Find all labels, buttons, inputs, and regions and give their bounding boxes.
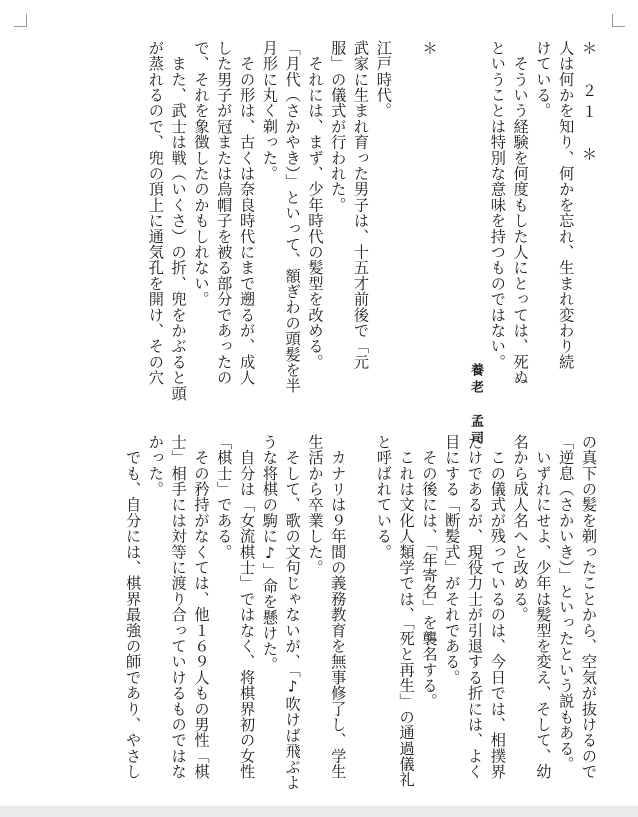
text-line: また、武士は戦（いくさ）の折、兜をかぶると頭 — [169, 40, 188, 402]
text-line: 「棋士」である。 — [215, 434, 234, 560]
blank-line — [349, 434, 372, 794]
text-line: そういう経験を何度もした人にとっては、死ぬ — [511, 40, 530, 386]
margin-corner-mark-left — [14, 14, 27, 27]
text-line: それには、まず、少年時代の髪型を改める。 — [306, 40, 325, 370]
text-line: その矜持がなくては、他１６９人もの男性「棋 — [192, 434, 211, 780]
margin-corner-mark-right — [612, 14, 625, 27]
section-separator-asterisk: ＊ — [420, 40, 439, 62]
text-line: でも、自分には、棋界最強の師であり、やさし — [124, 434, 143, 780]
text-line: が蒸れるので、兜の頂上に通気孔を開け、その穴 — [146, 40, 165, 386]
text-line: うな将棋の駒に♪」命を懸けた。 — [260, 434, 279, 673]
blank-line — [395, 40, 418, 420]
text-line: その形は、古くは奈良時代にまで遡るが、成人 — [238, 40, 257, 386]
text-line: この儀式が残っているのは、今日では、相撲界 — [488, 434, 507, 780]
text-line: 人は何かを知り、何かを忘れ、生まれ変わり続 — [557, 40, 576, 370]
text-line: いずれにせよ、少年は髪型を変え、そして、幼 — [534, 434, 553, 780]
page-bottom-gutter — [0, 806, 638, 817]
lower-text-block — [40, 434, 600, 794]
text-line: で、それを象徴したのかもしれない。 — [192, 40, 211, 307]
text-line: そして、歌の文句じゃないが、「♪吹けば飛ぶよ — [283, 434, 302, 791]
text-line: その後には、「年寄名」を襲名する。 — [420, 434, 439, 709]
text-line: と呼ばれている。 — [374, 434, 393, 560]
text-line: 月形に丸く剃った。 — [260, 40, 279, 182]
text-line: 目にする「断髪式」がそれである。 — [443, 434, 462, 686]
text-line: 自分は「女流棋士」ではなく、将棋界初の女性 — [238, 434, 257, 780]
text-line: 「逆息（さかいき）」といったという説もある。 — [557, 434, 576, 772]
blank-line — [440, 40, 463, 420]
text-line: かった。 — [146, 434, 165, 497]
text-line: 武家に生まれ育った男子は、十五才前後で「元 — [352, 40, 371, 370]
text-line: の真下の髪を剃ったことから、空気が抜けるので — [580, 434, 598, 780]
upper-text-block — [40, 40, 600, 448]
text-line: だけであるが、現役力士が引退する折には、よく — [466, 434, 485, 780]
text-line: けている。 — [534, 40, 553, 119]
text-line: 「月代（さかやき）」といって、額ぎわの頭髪を半 — [283, 40, 302, 394]
quote-author: 養老 孟司 — [468, 40, 484, 448]
text-line: これは文化人類学では、「死と再生」の通過儀礼 — [397, 434, 416, 788]
text-line: 服」の儀式が行われた。 — [329, 40, 348, 213]
text-line: カナリは９年間の義務教育を無事修了し、学生 — [329, 434, 348, 780]
text-line: ということは特別な意味を持つものではない。 — [488, 40, 507, 370]
text-line: 生活から卒業した。 — [306, 434, 325, 576]
text-line: 名から成人名へと改める。 — [511, 434, 530, 623]
section-heading-21: ＊ ２１ ＊ — [580, 40, 598, 168]
text-line: した男子が冠または烏帽子を被る部分であったの — [215, 40, 234, 386]
text-line: 江戸時代。 — [374, 40, 393, 119]
text-line: 士」相手には対等に渡り合っていけるものではな — [169, 434, 188, 780]
